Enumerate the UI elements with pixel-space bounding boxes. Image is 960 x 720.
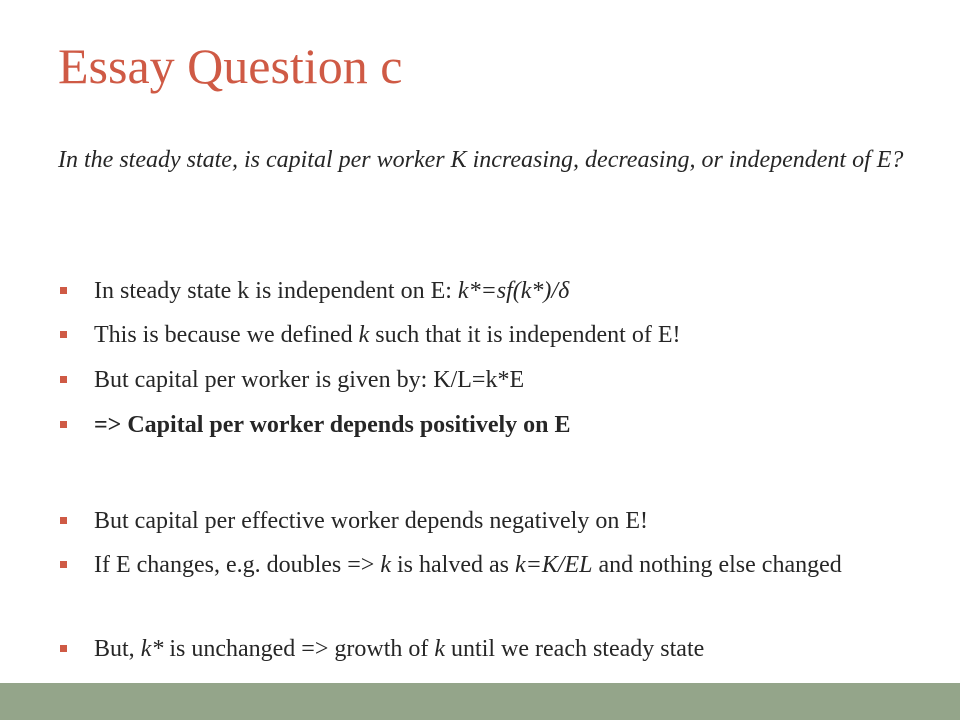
formula: k=K/EL	[514, 552, 593, 578]
variable-k: k	[434, 636, 446, 662]
bullet-text: If E changes, e.g. doubles =>	[94, 552, 381, 578]
bullet-square-icon	[60, 645, 67, 652]
bullet-text: until we reach steady state	[445, 636, 705, 662]
bullet-item	[58, 320, 928, 350]
bullet-item	[58, 276, 928, 306]
variable-kstar: k*	[140, 636, 164, 662]
bullet-item	[58, 506, 928, 536]
footer-bar	[0, 683, 960, 720]
bullet-text: But capital per effective worker depends negatively on E!	[94, 508, 649, 534]
variable-k: k	[380, 552, 391, 578]
bullet-square-icon	[60, 517, 67, 524]
bullet-item	[58, 550, 928, 580]
bullet-text: But capital per worker is given by: K/L=k*E	[94, 367, 525, 393]
bullet-text: => Capital per worker depends positively on E	[94, 412, 571, 438]
bullet-square-icon	[60, 331, 67, 338]
variable-k: k	[358, 322, 370, 348]
bullet-text: This is because we defined	[94, 322, 359, 348]
bullet-item	[58, 634, 928, 664]
bullet-text: is unchanged => growth of	[163, 636, 435, 662]
question-text: In the steady state, is capital per worker K increasing, decreasing, or independent of E?	[58, 147, 904, 173]
bullet-item-emphasis	[58, 410, 928, 440]
bullet-text: is halved as	[390, 552, 515, 578]
bullet-square-icon	[60, 376, 67, 383]
formula: k*=sf(k*)/δ	[457, 278, 570, 304]
bullet-square-icon	[60, 287, 67, 294]
slide-title: Essay Question c	[58, 38, 403, 94]
bullet-square-icon	[60, 561, 67, 568]
bullet-text: such that it is independent of E!	[369, 322, 681, 348]
bullet-square-icon	[60, 421, 67, 428]
bullet-item	[58, 365, 928, 395]
bullet-text: and nothing else changed	[592, 552, 842, 578]
bullet-text: But,	[94, 636, 141, 662]
bullet-text: In steady state k is independent on E:	[94, 278, 458, 304]
